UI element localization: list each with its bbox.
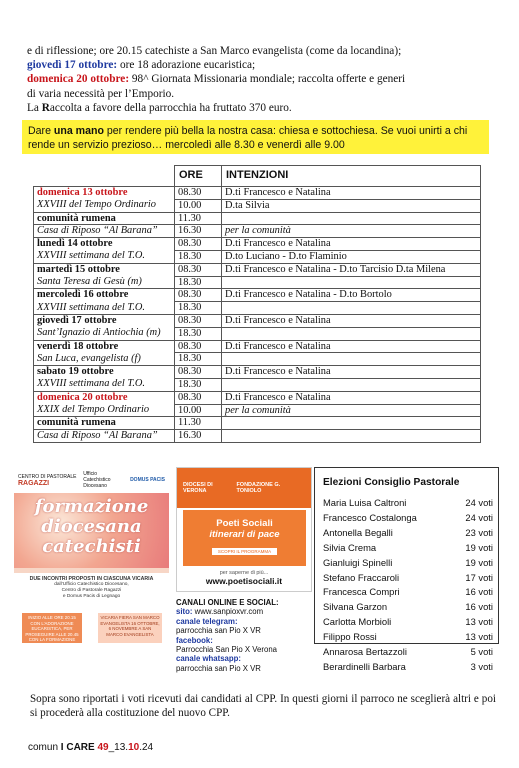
- schedule-row: [34, 327, 481, 340]
- schedule-row: [34, 302, 481, 315]
- election-results-box: [314, 467, 499, 672]
- poster-time-box: INIZIO ALLE ORE 20.15 CON L’ADORAZIONE EUCARISTICA, PER PROSEGUIRE ALLE 20.45 CON LA FORMAZIONE: [22, 613, 82, 643]
- poster-vicaria-box: VICARIA FIERA SAN MARCO EVANGELISTA 16 OTTOBRE, 6 NOVEMBRE A SAN MARCO EVANGELISTA: [98, 613, 162, 643]
- candidate-votes: 16 voti: [465, 586, 493, 598]
- candidate-name: Gianluigi Spinelli: [323, 556, 393, 568]
- day-cell: [34, 250, 175, 263]
- telegram-label: canale telegram:: [176, 616, 238, 626]
- intro-notices: [27, 44, 497, 115]
- schedule-row: [34, 378, 481, 391]
- poeti-url-link[interactable]: www.poetisociali.it: [205, 576, 283, 586]
- poeti-banner: [183, 510, 306, 566]
- catechist-training-poster: [14, 467, 169, 650]
- telegram-link[interactable]: parrocchia san Pio X VR: [176, 626, 261, 636]
- day-label: comunità rumena: [37, 212, 116, 224]
- day-cell: [34, 417, 175, 430]
- intention-cell: [222, 212, 481, 225]
- day-label: mercoledì 16 ottobre: [37, 289, 129, 301]
- candidate-votes: 24 voti: [465, 511, 493, 523]
- schedule-row: [34, 391, 481, 404]
- intention-cell: D.ti Francesco e Natalina: [222, 340, 481, 353]
- poeti-footer: [177, 570, 311, 586]
- day-label: sabato 19 ottobre: [37, 366, 114, 378]
- volunteer-callout: [22, 120, 489, 154]
- notice-text: 98^ Giornata Missionaria mondiale; raccolta offerte e generi: [129, 73, 406, 86]
- callout-text: per rendere più bella la nostra casa: chiesa e sottochiesa. Se vuoi unirti a chi rende un servizio prezioso… mercoledì alle 8.30 e venerdì alle 9.00: [28, 125, 468, 151]
- day-cell: [34, 199, 175, 212]
- intention-cell: D.ta Silvia: [222, 199, 481, 212]
- candidate-row: [323, 511, 493, 526]
- time-cell: 18.30: [175, 353, 222, 366]
- day-cell: [34, 187, 175, 200]
- notice-text: La: [27, 101, 42, 114]
- intention-cell: D.ti Francesco e Natalina - D.to Tarcisio D.ta Milena: [222, 263, 481, 276]
- liturgy-label: XXIX del Tempo Ordinario: [37, 404, 150, 416]
- poster-subtitle: DUE INCONTRI PROPOSTI IN CIASCUNA VICARIA: [29, 576, 154, 582]
- time-cell: 08.30: [175, 238, 222, 251]
- schedule-row: [34, 225, 481, 238]
- day-highlight: giovedì 17 ottobre:: [27, 59, 118, 72]
- schedule-row: [34, 417, 481, 430]
- time-cell: 08.30: [175, 340, 222, 353]
- intention-cell: [222, 378, 481, 391]
- schedule-row: [34, 314, 481, 327]
- program-button[interactable]: SCOPRI IL PROGRAMMA: [212, 548, 277, 555]
- time-cell: 08.30: [175, 187, 222, 200]
- candidate-votes: 13 voti: [465, 631, 493, 643]
- intro-line: di varia necessità per l’Emporio.: [27, 87, 175, 100]
- poster-text: Centro di Pastorale Ragazzi: [61, 588, 122, 593]
- intention-cell: D.ti Francesco e Natalina - D.to Bortolo: [222, 289, 481, 302]
- footer-brand: I CARE: [60, 742, 98, 753]
- intro-line: [27, 101, 497, 115]
- intention-cell: [222, 327, 481, 340]
- intro-line: [27, 58, 497, 72]
- candidate-votes: 13 voti: [465, 616, 493, 628]
- schedule-row: [34, 238, 481, 251]
- poster-title-line: formazione: [34, 496, 149, 517]
- intention-cell: [222, 417, 481, 430]
- intention-cell: [222, 353, 481, 366]
- footer-text: comun: [28, 742, 61, 753]
- intention-cell: D.ti Francesco e Natalina: [222, 366, 481, 379]
- newsletter-footer: [28, 742, 153, 753]
- notice-text: accolta a favore della parrocchia ha fruttato 370 euro.: [49, 101, 292, 114]
- poster-text: e Domus Pacis di Legnago: [62, 594, 121, 599]
- mass-schedule-table: [33, 165, 481, 443]
- footer-issue: 49: [97, 742, 109, 753]
- poster-body: [14, 573, 169, 650]
- candidate-list: [323, 496, 493, 675]
- day-cell: [34, 353, 175, 366]
- poeti-title: Poeti Sociali: [216, 518, 273, 529]
- poeti-header: [177, 468, 311, 508]
- candidate-row: [323, 556, 493, 571]
- schedule-row: [34, 199, 481, 212]
- time-cell: 18.30: [175, 302, 222, 315]
- schedule-row: [34, 212, 481, 225]
- schedule-row: [34, 276, 481, 289]
- candidate-name: Berardinelli Barbara: [323, 660, 406, 672]
- election-note: Sopra sono riportati i voti ricevuti dai candidati al CPP. In questi giorni il parroco ne sceglierà altri e poi si procederà alla costituzione del nuovo CPP.: [30, 693, 496, 720]
- candidate-name: Stefano Fraccaroli: [323, 571, 400, 583]
- candidate-name: Antonella Begalli: [323, 526, 393, 538]
- intention-cell: D.ti Francesco e Natalina: [222, 238, 481, 251]
- liturgy-label: Casa di Riposo “Al Barana”: [37, 430, 158, 442]
- whatsapp-label: canale whatsapp:: [176, 654, 241, 664]
- time-cell: 16.30: [175, 430, 222, 443]
- intention-cell: D.ti Francesco e Natalina: [222, 391, 481, 404]
- callout-text: Dare: [28, 125, 54, 137]
- poster-office: Ufficio Catechistico Diocesano: [83, 471, 111, 489]
- day-label: venerdì 18 ottobre: [37, 340, 119, 352]
- day-label: comunità rumena: [37, 417, 116, 429]
- schedule-body: [34, 187, 481, 443]
- candidate-votes: 16 voti: [465, 601, 493, 613]
- time-cell: 11.30: [175, 417, 222, 430]
- intention-cell: D.ti Francesco e Natalina: [222, 314, 481, 327]
- intention-cell: per la comunità: [222, 404, 481, 417]
- time-cell: 08.30: [175, 366, 222, 379]
- candidate-row: [323, 630, 493, 645]
- poeti-subtitle: itinerari di pace: [209, 529, 280, 540]
- channels-title: CANALI ONLINE E SOCIAL:: [176, 598, 279, 607]
- day-column-header: [34, 166, 175, 187]
- time-cell: 10.00: [175, 404, 222, 417]
- candidate-votes: 23 voti: [465, 526, 493, 538]
- day-cell: [34, 276, 175, 289]
- time-cell: 08.30: [175, 263, 222, 276]
- candidate-name: Carlotta Morbioli: [323, 616, 392, 628]
- intro-line: [27, 72, 497, 86]
- schedule-row: [34, 340, 481, 353]
- time-cell: 16.30: [175, 225, 222, 238]
- candidate-name: Annarosa Bertazzoli: [323, 646, 407, 658]
- time-cell: 18.30: [175, 378, 222, 391]
- day-cell: [34, 404, 175, 417]
- poster-ragazzi-label: RAGAZZI: [18, 479, 50, 487]
- diocesi-logo: DIOCESI DI VERONA: [183, 482, 213, 494]
- time-cell: 18.30: [175, 250, 222, 263]
- intro-line: e di riflessione; ore 20.15 catechiste a San Marco evangelista (come da locandina);: [27, 45, 402, 57]
- schedule-row: [34, 353, 481, 366]
- candidate-name: Filippo Rossi: [323, 631, 377, 643]
- candidate-row: [323, 496, 493, 511]
- site-label: sito:: [176, 607, 193, 617]
- day-cell: [34, 212, 175, 225]
- intention-cell: per la comunità: [222, 225, 481, 238]
- intention-cell: [222, 302, 481, 315]
- time-cell: 08.30: [175, 289, 222, 302]
- liturgy-label: Sant’Ignazio di Antiochia (m): [37, 327, 161, 339]
- day-label: lunedì 14 ottobre: [37, 238, 113, 250]
- notice-text: ore 18 adorazione eucaristica;: [117, 59, 256, 72]
- intention-cell: [222, 430, 481, 443]
- candidate-row: [323, 600, 493, 615]
- poster-text: dall’Ufficio Catechistico Diocesano,: [54, 582, 129, 587]
- candidate-votes: 3 voti: [470, 660, 493, 672]
- site-line: [176, 607, 312, 616]
- poeti-sociali-ad: [176, 467, 312, 592]
- day-label: domenica 13 ottobre: [37, 187, 128, 198]
- poster-header: [14, 467, 169, 493]
- liturgy-label: XXVIII del Tempo Ordinario: [37, 199, 156, 211]
- poster-title-line: diocesana: [41, 516, 142, 537]
- candidate-votes: 19 voti: [465, 556, 493, 568]
- candidate-name: Silvia Crema: [323, 541, 377, 553]
- intenzioni-column-header: INTENZIONI: [222, 166, 481, 187]
- day-highlight: domenica 20 ottobre:: [27, 73, 130, 86]
- schedule-row: [34, 187, 481, 200]
- candidate-name: Silvana Garzon: [323, 601, 388, 613]
- day-cell: [34, 327, 175, 340]
- day-cell: [34, 263, 175, 276]
- day-cell: [34, 378, 175, 391]
- whatsapp-link[interactable]: parrocchia san Pio X VR: [176, 663, 261, 673]
- facebook-link[interactable]: Parrocchia San Pio X Verona: [176, 645, 277, 655]
- candidate-row: [323, 645, 493, 660]
- schedule-row: [34, 404, 481, 417]
- candidate-row: [323, 660, 493, 675]
- ore-column-header: ORE: [175, 166, 222, 187]
- time-cell: 08.30: [175, 314, 222, 327]
- day-cell: [34, 289, 175, 302]
- schedule-row: [34, 289, 481, 302]
- day-label: martedì 15 ottobre: [37, 263, 120, 275]
- candidate-votes: 5 voti: [470, 646, 493, 658]
- intention-cell: D.ti Francesco e Natalina: [222, 187, 481, 200]
- schedule-row: [34, 366, 481, 379]
- day-cell: [34, 340, 175, 353]
- candidate-row: [323, 615, 493, 630]
- day-cell: [34, 391, 175, 404]
- candidate-votes: 17 voti: [465, 571, 493, 583]
- candidate-name: Maria Luisa Caltroni: [323, 497, 407, 508]
- day-cell: [34, 302, 175, 315]
- day-cell: [34, 314, 175, 327]
- candidate-row: [323, 526, 493, 541]
- day-label: domenica 20 ottobre: [37, 391, 128, 403]
- poster-domus: DOMUS PACIS: [130, 477, 165, 483]
- footer-date: _13.: [108, 742, 129, 753]
- intention-cell: [222, 276, 481, 289]
- candidate-name: Francesco Costalonga: [323, 511, 417, 523]
- day-cell: [34, 225, 175, 238]
- time-cell: 10.00: [175, 199, 222, 212]
- intention-cell: D.to Luciano - D.to Flaminio: [222, 250, 481, 263]
- poster-org: [18, 474, 76, 487]
- candidate-votes: 19 voti: [465, 541, 493, 553]
- time-cell: 18.30: [175, 276, 222, 289]
- liturgy-label: XXVIII settimana del T.O.: [37, 301, 146, 313]
- day-cell: [34, 238, 175, 251]
- time-cell: 11.30: [175, 212, 222, 225]
- day-cell: [34, 366, 175, 379]
- liturgy-label: XXVIII settimana del T.O.: [37, 378, 146, 390]
- poster-title-line: catechisti: [42, 536, 141, 557]
- poster-title: [14, 497, 169, 557]
- online-channels: [176, 598, 312, 674]
- time-cell: 18.30: [175, 327, 222, 340]
- candidate-row: [323, 585, 493, 600]
- candidate-name: Francesca Compri: [323, 586, 400, 598]
- liturgy-label: Santa Teresa di Gesù (m): [37, 276, 142, 288]
- notice-text: R: [41, 101, 50, 114]
- candidate-row: [323, 571, 493, 586]
- schedule-row: [34, 263, 481, 276]
- callout-emphasis: una mano: [53, 125, 104, 137]
- liturgy-label: XXVIII settimana del T.O.: [37, 250, 146, 262]
- footer-year: .24: [139, 742, 154, 753]
- day-cell: [34, 430, 175, 443]
- liturgy-label: Casa di Riposo “Al Barana”: [37, 225, 158, 237]
- poster-org-label: CENTRO DI PASTORALE: [18, 473, 77, 480]
- table-header-row: [34, 166, 481, 187]
- election-title: Elezioni Consiglio Pastorale: [323, 477, 460, 488]
- facebook-label: facebook:: [176, 635, 213, 645]
- time-cell: 08.30: [175, 391, 222, 404]
- candidate-votes: 24 voti: [465, 497, 493, 508]
- liturgy-label: San Luca, evangelista (f): [37, 352, 141, 364]
- poeti-more-info: per saperne di più...: [219, 570, 269, 576]
- site-link[interactable]: www.sanpioxvr.com: [192, 607, 264, 617]
- toniolo-logo: FONDAZIONE G. TONIOLO: [236, 482, 281, 494]
- candidate-row: [323, 541, 493, 556]
- day-label: giovedì 17 ottobre: [37, 314, 117, 326]
- schedule-row: [34, 250, 481, 263]
- schedule-row: [34, 430, 481, 443]
- footer-month: 10: [128, 742, 140, 753]
